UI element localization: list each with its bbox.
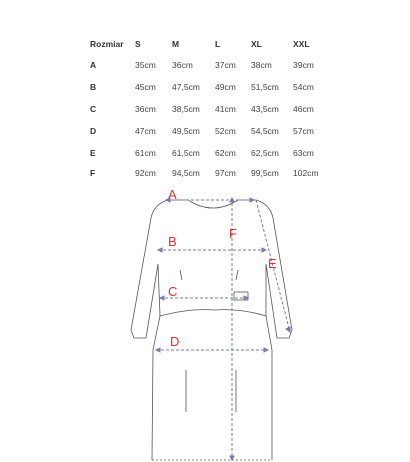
table-row: [0, 123, 410, 139]
cell-l: 41cm: [215, 104, 236, 114]
cell-m: 61,5cm: [172, 148, 200, 158]
table-row: [0, 101, 410, 117]
label-b: B: [168, 234, 177, 249]
label-a: A: [168, 187, 177, 202]
dress-outline: [131, 200, 292, 460]
header-l: L: [215, 39, 221, 49]
skirt-seams: [186, 370, 236, 412]
arrow-b-right: [262, 248, 266, 252]
cell-m: 36cm: [172, 60, 193, 70]
arrow-f-top: [230, 198, 234, 202]
dress-illustration: [0, 180, 410, 462]
cell-xl: 43,5cm: [251, 104, 279, 114]
arrow-a-right: [250, 198, 254, 202]
cell-l: 62cm: [215, 148, 236, 158]
label-f: F: [229, 226, 237, 241]
cell-s: 36cm: [135, 104, 156, 114]
table-row: [0, 145, 410, 161]
arrow-e-bottom: [286, 327, 290, 332]
waist-right-seam: [214, 310, 266, 316]
arrow-d-left: [156, 348, 160, 352]
cell-m: 94,5cm: [172, 168, 200, 178]
table-row: [0, 57, 410, 73]
table-header: [0, 36, 410, 52]
header-s: S: [135, 39, 141, 49]
row-label: C: [90, 104, 97, 114]
cell-s: 45cm: [135, 82, 156, 92]
cell-s: 47cm: [135, 126, 156, 136]
cell-l: 37cm: [215, 60, 236, 70]
arrow-d-right: [264, 348, 268, 352]
row-label: F: [90, 168, 96, 178]
cell-xxl: 39cm: [293, 60, 314, 70]
row-label: A: [90, 60, 97, 70]
arrow-b-left: [158, 248, 162, 252]
cell-xxl: 57cm: [293, 126, 314, 136]
row-label: D: [90, 126, 97, 136]
dress-left-outline: [131, 200, 188, 460]
cell-xl: 99,5cm: [251, 168, 279, 178]
cell-xxl: 46cm: [293, 104, 314, 114]
cell-xxl: 63cm: [293, 148, 314, 158]
cell-s: 92cm: [135, 168, 156, 178]
cell-m: 47,5cm: [172, 82, 200, 92]
cell-s: 61cm: [135, 148, 156, 158]
waist-left-seam: [160, 310, 214, 316]
cell-xl: 62,5cm: [251, 148, 279, 158]
arrow-c-left: [160, 296, 164, 300]
header-size: Rozmiar: [90, 39, 124, 49]
cell-l: 52cm: [215, 126, 236, 136]
header-m: M: [172, 39, 180, 49]
cell-xl: 51,5cm: [251, 82, 279, 92]
cell-l: 49cm: [215, 82, 236, 92]
cell-xl: 38cm: [251, 60, 272, 70]
table-row: [0, 165, 410, 181]
row-label: E: [90, 148, 96, 158]
cell-l: 97cm: [215, 168, 236, 178]
label-d: D: [170, 334, 180, 349]
cell-m: 49,5cm: [172, 126, 200, 136]
label-c: C: [168, 284, 178, 299]
label-e: E: [268, 256, 277, 271]
arrow-c-right: [244, 296, 248, 300]
dress-right-outline: [238, 200, 292, 460]
cell-xxl: 102cm: [293, 168, 319, 178]
cell-xxl: 54cm: [293, 82, 314, 92]
header-xxl: XXL: [293, 39, 310, 49]
cell-xl: 54,5cm: [251, 126, 279, 136]
arrow-f-bottom: [230, 456, 234, 460]
dress-measurement-diagram: [0, 180, 410, 462]
bust-darts: [180, 270, 238, 280]
table-row: [0, 79, 410, 95]
header-xl: XL: [251, 39, 262, 49]
cell-s: 35cm: [135, 60, 156, 70]
row-label: B: [90, 82, 97, 92]
cell-m: 38,5cm: [172, 104, 200, 114]
